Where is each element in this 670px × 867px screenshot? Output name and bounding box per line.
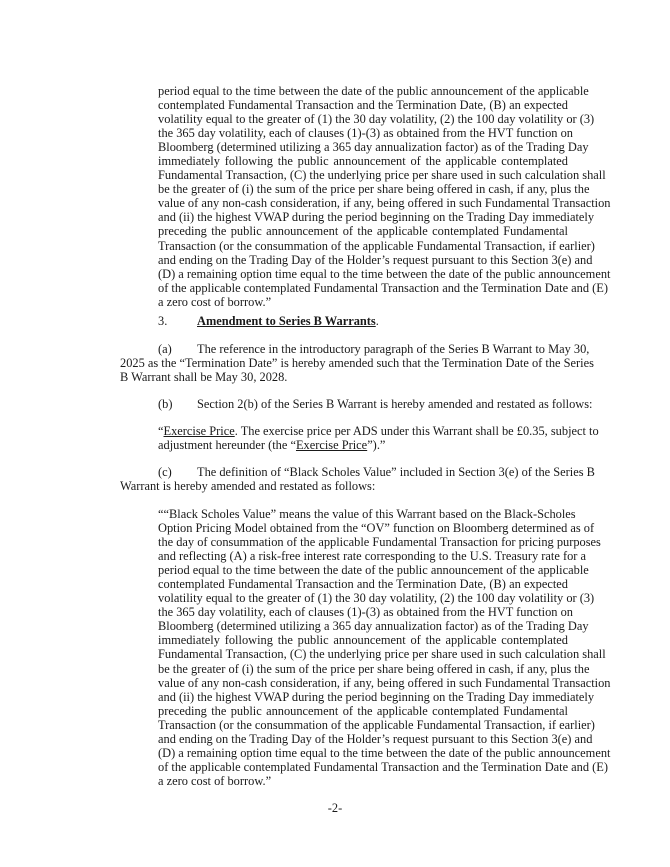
text-line: of the applicable contemplated Fundamental Transaction and the Termination Date and (E) [158,280,608,295]
text-line: and ending on the Trading Day of the Holder’s request pursuant to this Section 3(e) and [158,252,593,267]
paragraph-b-text: Section 2(b) of the Series B Warrant is hereby amended and restated as follows: [197,397,593,411]
text-line: B Warrant shall be May 30, 2028. [120,370,288,385]
exercise-price-block [158,424,599,453]
section-number: 3. [158,314,168,328]
text-line: Transaction (or the consummation of the applicable Fundamental Transaction, if earlier) [158,717,595,732]
paragraph-b-line [120,397,593,411]
text-line: immediately following the public announcement of the applicable contemplated [158,154,568,169]
text-line: value of any non-cash consideration, if any, being offered in such Fundamental Transaction [158,675,611,690]
text-line: immediately following the public announcement of the applicable contemplated [158,633,568,648]
paragraph-a-label: (a) [158,342,172,356]
text-line: preceding the public announcement of the applicable contemplated Fundamental [158,224,568,239]
paragraph-a-first-line [120,342,590,356]
exercise-price-text: ”).” [367,438,386,453]
paragraph-b [120,397,593,411]
paragraph-a-text: The reference in the introductory paragraph of the Series B Warrant to May 30, [197,342,590,356]
text-line: the 365 day volatility, each of clauses (1)-(3) as obtained from the HVT function on [158,605,573,620]
text-line: Bloomberg (determined utilizing a 365 day annualization factor) as of the Trading Day [158,140,589,155]
exercise-price-term: Exercise Price [295,438,368,453]
text-line: value of any non-cash consideration, if any, being offered in such Fundamental Transaction [158,196,611,211]
text-line: Transaction (or the consummation of the applicable Fundamental Transaction, if earlier) [158,238,595,253]
text-line: Fundamental Transaction, (C) the underlying price per share used in such calculation shall [158,168,606,183]
text-line: volatility equal to the greater of (1) the 30 day volatility, (2) the 100 day volatility or (3) [158,112,595,127]
text-line: 2025 as the “Termination Date” is hereby amended such that the Termination Date of the Series [120,356,594,371]
paragraph-c-first-line [120,465,595,479]
text-line: Warrant is hereby amended and restated as follows: [120,479,376,494]
text-line: Option Pricing Model obtained from the “OV” function on Bloomberg determined as of [158,521,595,536]
text-line: Fundamental Transaction, (C) the underlying price per share used in such calculation shall [158,647,606,662]
text-line: the 365 day volatility, each of clauses (1)-(3) as obtained from the HVT function on [158,126,573,141]
text-line: be the greater of (i) the sum of the price per share being offered in cash, if any, plus the [158,661,590,676]
page-number: -2- [327,801,343,815]
paragraph-a [120,342,594,385]
exercise-price-text: . The exercise price per ADS under this Warrant shall be £0.35, subject to [234,424,599,438]
text-line [158,438,568,452]
section-title-period: . [375,314,379,328]
text-line: the day of consummation of the applicable Fundamental Transaction for pricing purposes [158,535,601,550]
text-line: and (ii) the highest VWAP during the period beginning on the Trading Day immediately [158,210,595,225]
text-line: volatility equal to the greater of (1) the 30 day volatility, (2) the 100 day volatility or (3) [158,591,595,606]
exercise-price-term: Exercise Price [163,424,235,438]
open-quote: “ [158,424,164,438]
text-line: of the applicable contemplated Fundamental Transaction and the Termination Date and (E) [158,759,608,774]
text-line: (D) a remaining option time equal to the time between the date of the public announcement [158,745,611,760]
text-line: and ending on the Trading Day of the Holder’s request pursuant to this Section 3(e) and [158,731,593,746]
text-line: period equal to the time between the date of the public announcement of the applicable [158,84,589,98]
continued-definition-block [158,84,611,309]
text-line: be the greater of (i) the sum of the price per share being offered in cash, if any, plus the [158,182,590,197]
paragraph-c-text: The definition of “Black Scholes Value” included in Section 3(e) of the Series B [197,465,595,479]
section-title: Amendment to Series B Warrants [197,314,376,328]
text-line: and reflecting (A) a risk-free interest rate corresponding to the U.S. Treasury rate for a [158,549,587,564]
text-line: (D) a remaining option time equal to the time between the date of the public announcement [158,266,611,281]
text-line: Bloomberg (determined utilizing a 365 day annualization factor) as of the Trading Day [158,619,589,634]
black-scholes-definition-block [158,507,611,788]
paragraph-c-label: (c) [158,465,172,479]
paragraph-b-label: (b) [158,397,173,411]
section-3-heading [158,314,568,328]
text-line: a zero cost of borrow.” [158,773,272,788]
paragraph-c [120,465,595,494]
text-line: and (ii) the highest VWAP during the period beginning on the Trading Day immediately [158,689,595,704]
text-line [158,424,599,438]
text-line: a zero cost of borrow.” [158,294,272,309]
text-line: contemplated Fundamental Transaction and the Termination Date, (B) an expected [158,577,568,592]
text-line: preceding the public announcement of the applicable contemplated Fundamental [158,703,568,718]
text-line: contemplated Fundamental Transaction and the Termination Date, (B) an expected [158,98,568,113]
text-line: period equal to the time between the date of the public announcement of the applicable [158,563,589,578]
text-line: ““Black Scholes Value” means the value of this Warrant based on the Black-Scholes [158,507,576,521]
exercise-price-text: adjustment hereunder (the “ [158,438,296,453]
